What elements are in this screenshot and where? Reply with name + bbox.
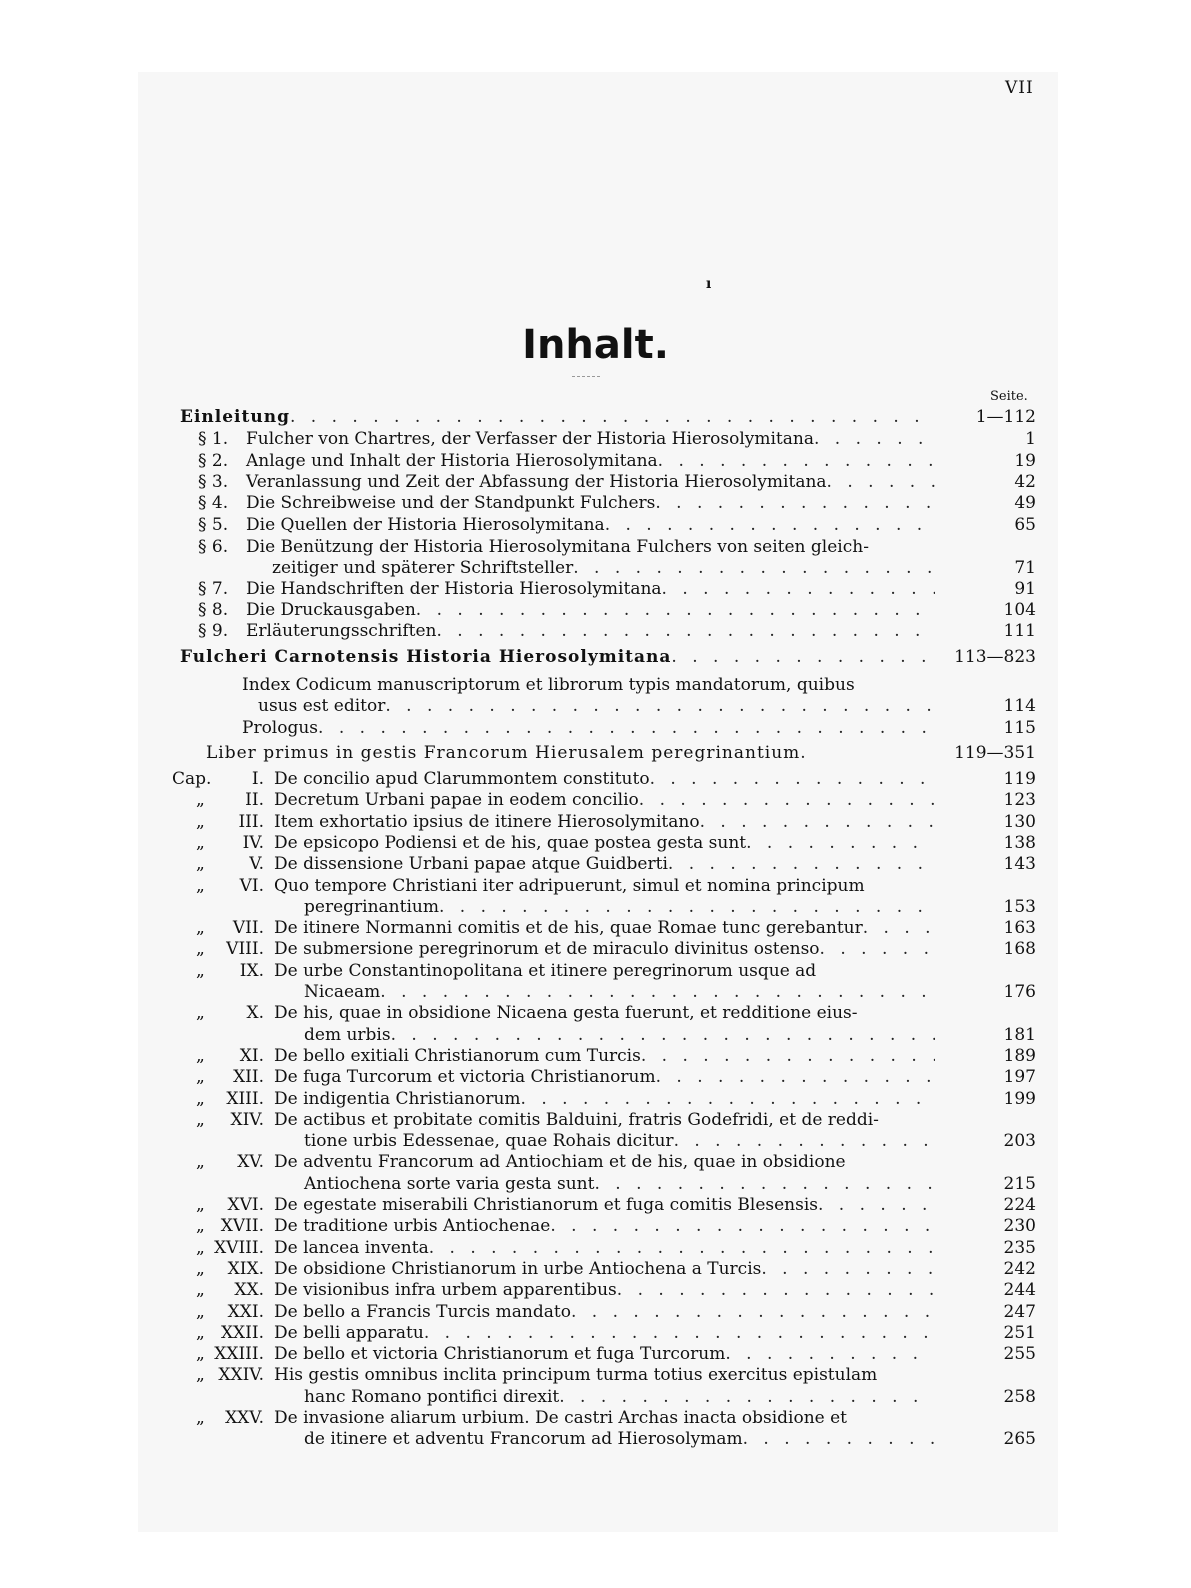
section-title: Erläuterungsschriften — [246, 621, 437, 641]
section-entry — [246, 514, 935, 536]
leader-dots — [655, 492, 935, 514]
section-entry — [246, 536, 869, 558]
leader-dots — [573, 557, 935, 579]
leader-dots — [439, 896, 935, 918]
chapter-prefix: „ — [196, 1280, 205, 1301]
chapter-prefix: „ — [196, 1408, 205, 1428]
section-entry — [246, 492, 935, 514]
toc-entry-einleitung — [180, 406, 935, 428]
chapter-entry-cont — [304, 1428, 935, 1450]
chapter-prefix: „ — [196, 1322, 205, 1343]
chapter-entry — [274, 811, 935, 833]
chapter-entry — [274, 1322, 935, 1344]
chapter-entry — [274, 1151, 846, 1173]
chapter-prefix: „ — [196, 1237, 205, 1258]
page-title: Inhalt. — [522, 322, 669, 368]
chapter-page: 199 — [1003, 1088, 1036, 1109]
section-page: 111 — [1003, 621, 1036, 641]
section-title: Die Quellen der Historia Hierosolymitana — [246, 515, 605, 535]
chapter-prefix: „ — [196, 1152, 205, 1173]
section-page: 91 — [1014, 579, 1036, 599]
chapter-title: De traditione urbis Antiochenae — [274, 1216, 551, 1237]
leader-dots — [761, 1258, 935, 1280]
chapter-title-cont: peregrinantium — [304, 896, 439, 917]
chapter-entry — [274, 1045, 935, 1067]
leader-dots — [863, 917, 935, 939]
chapter-title: Item exhortatio ipsius de itinere Hierosolymitano — [274, 811, 700, 832]
section-number: § 2. — [198, 451, 229, 471]
leader-dots — [674, 1130, 935, 1152]
chapter-entry-cont — [304, 981, 935, 1003]
chapter-page: 255 — [1003, 1344, 1036, 1365]
chapter-title: De epsicopo Podiensi et de his, quae postea gesta sunt — [274, 832, 747, 853]
chapter-prefix: „ — [196, 854, 205, 875]
chapter-title-cont: Antiochena sorte varia gesta sunt — [304, 1173, 595, 1194]
chapter-prefix: „ — [196, 1109, 205, 1130]
chapter-number: XXI. — [227, 1301, 264, 1322]
chapter-number: XX. — [234, 1280, 264, 1301]
chapter-number: IV. — [242, 832, 264, 853]
chapter-prefix: „ — [196, 832, 205, 853]
section-number: § 6. — [198, 537, 229, 557]
leader-dots — [820, 938, 935, 960]
chapter-entry — [274, 960, 816, 982]
toc-entry-index-codicum-cont — [258, 695, 935, 717]
chapter-entry — [274, 1279, 935, 1301]
chapter-number: II. — [245, 790, 264, 811]
entry-label: Liber primus in gestis Francorum Hierusalem peregrinantium — [206, 743, 801, 763]
chapter-entry-cont — [304, 1130, 935, 1152]
section-title: Die Druckausgaben — [246, 600, 416, 620]
leader-dots — [650, 768, 935, 790]
seite-label: Seite. — [990, 389, 1028, 404]
chapter-entry-cont — [304, 1024, 935, 1046]
leader-dots — [550, 1215, 935, 1237]
chapter-number: VIII. — [226, 939, 264, 960]
chapter-entry-cont — [304, 1173, 935, 1195]
chapter-entry — [274, 1343, 935, 1365]
chapter-title: De bello a Francis Turcis mandato — [274, 1301, 571, 1322]
chapter-number: XIV. — [230, 1109, 264, 1130]
chapter-page: 235 — [1003, 1237, 1036, 1258]
chapter-entry — [274, 1407, 847, 1429]
chapter-number: XI. — [239, 1045, 264, 1066]
leader-dots — [700, 811, 935, 833]
chapter-prefix: „ — [196, 1258, 205, 1279]
leader-dots — [385, 695, 935, 717]
chapter-prefix: „ — [196, 1365, 205, 1386]
chapter-title: De dissensione Urbani papae atque Guidberti — [274, 854, 668, 875]
chapter-page: 119 — [1003, 769, 1036, 789]
section-page: 65 — [1014, 515, 1036, 535]
chapter-prefix: „ — [196, 960, 205, 981]
leader-dots — [814, 428, 935, 450]
leader-dots — [571, 1301, 935, 1323]
leader-dots — [290, 406, 935, 428]
chapter-page: 123 — [1003, 790, 1036, 811]
printer-mark: ı — [706, 276, 712, 292]
section-entry — [246, 620, 935, 642]
chapter-prefix: „ — [196, 1088, 205, 1109]
chapter-page: 163 — [1003, 918, 1036, 939]
section-entry — [246, 428, 935, 450]
chapter-prefix: „ — [196, 811, 205, 832]
chapter-page: 138 — [1003, 832, 1036, 853]
section-page: 104 — [1003, 600, 1036, 620]
chapter-title: De urbe Constantinopolitana et itinere peregrinorum usque ad — [274, 960, 817, 981]
leader-dots — [818, 1194, 935, 1216]
chapter-prefix: Cap. — [172, 769, 212, 789]
chapter-number: XVIII. — [214, 1237, 264, 1258]
leader-dots — [662, 578, 935, 600]
leader-dots — [424, 1322, 935, 1344]
chapter-number: XVII. — [220, 1216, 264, 1237]
chapter-prefix: „ — [196, 1344, 205, 1365]
chapter-number: I. — [251, 769, 264, 789]
chapter-number: XIX. — [227, 1258, 264, 1279]
leader-dots — [658, 450, 935, 472]
page-number: VII — [1005, 78, 1034, 98]
leader-dots — [521, 1088, 935, 1110]
chapter-page: 176 — [1003, 982, 1036, 1002]
chapter-number: III. — [238, 811, 264, 832]
chapter-page: 251 — [1003, 1322, 1036, 1343]
chapter-prefix: „ — [196, 875, 205, 896]
chapter-page: 203 — [1003, 1131, 1036, 1152]
chapter-title-cont: hanc Romano pontifici direxit — [304, 1386, 560, 1407]
chapter-entry — [274, 938, 935, 960]
chapter-entry — [274, 1194, 935, 1216]
chapter-title-cont: de itinere et adventu Francorum ad Hierosolymam — [304, 1429, 743, 1450]
section-entry — [246, 471, 935, 493]
section-entry-cont — [272, 557, 935, 579]
leader-dots — [743, 1428, 935, 1450]
section-number: § 4. — [198, 493, 229, 513]
entry-page: 113—823 — [954, 647, 1036, 667]
chapter-number: X. — [246, 1003, 264, 1024]
chapter-page: 215 — [1003, 1173, 1036, 1194]
leader-dots — [594, 1173, 935, 1195]
chapter-title: De adventu Francorum ad Antiochiam et de his, quae in obsidione — [274, 1152, 846, 1173]
chapter-number: VI. — [239, 875, 264, 896]
chapter-entry — [274, 1088, 935, 1110]
leader-dots — [380, 981, 935, 1003]
chapter-title-cont: dem urbis — [304, 1024, 391, 1045]
chapter-entry — [274, 1066, 935, 1088]
leader-dots — [605, 514, 935, 536]
chapter-number: XVI. — [227, 1195, 264, 1215]
chapter-number: XXV. — [225, 1408, 264, 1428]
chapter-prefix: „ — [196, 1301, 205, 1322]
chapter-page: 189 — [1003, 1045, 1036, 1066]
section-title: Die Handschriften der Historia Hierosolymitana — [246, 579, 662, 599]
chapter-title: De lancea inventa — [274, 1237, 429, 1258]
title-rule — [572, 376, 600, 377]
chapter-entry — [274, 1258, 935, 1280]
chapter-title: De belli apparatu — [274, 1322, 424, 1343]
chapter-prefix: „ — [196, 1216, 205, 1237]
toc-entry-prologus — [242, 717, 935, 739]
chapter-title: De visionibus infra urbem apparentibus — [274, 1280, 617, 1301]
leader-dots — [318, 717, 935, 739]
leader-dots — [559, 1386, 935, 1408]
section-title: Die Benützung der Historia Hierosolymitana Fulchers von seiten gleich- — [246, 537, 869, 557]
chapter-number: VII. — [232, 918, 264, 939]
entry-page: 1—112 — [975, 407, 1036, 427]
entry-label: Einleitung — [180, 407, 290, 427]
chapter-title: Decretum Urbani papae in eodem concilio — [274, 790, 639, 811]
entry-page: 115 — [1003, 718, 1036, 738]
chapter-title: De concilio apud Clarummontem constituto — [274, 769, 650, 789]
toc-entry-index-codicum — [242, 674, 855, 696]
chapter-page: 247 — [1003, 1301, 1036, 1322]
chapter-number: V. — [249, 854, 264, 875]
chapter-prefix: „ — [196, 1045, 205, 1066]
entry-label-cont: usus est editor — [258, 696, 386, 716]
chapter-number: IX. — [239, 960, 264, 981]
chapter-page: 244 — [1003, 1280, 1036, 1301]
section-page: 49 — [1014, 493, 1036, 513]
chapter-page: 197 — [1003, 1067, 1036, 1088]
chapter-page: 181 — [1003, 1024, 1036, 1045]
chapter-prefix: „ — [196, 1003, 205, 1024]
leader-dots — [725, 1343, 935, 1365]
chapter-entry — [274, 1364, 877, 1386]
section-title-cont: zeitiger und späterer Schriftsteller — [272, 558, 574, 578]
section-number: § 9. — [198, 621, 229, 641]
section-number: § 1. — [198, 429, 229, 449]
toc-entry-historia — [180, 646, 935, 668]
chapter-title: De obsidione Christianorum in urbe Antiochena a Turcis — [274, 1258, 762, 1279]
chapter-title: Quo tempore Christiani iter adripuerunt, simul et nomina principum — [274, 875, 865, 896]
chapter-prefix: „ — [196, 790, 205, 811]
chapter-title-cont: Nicaeam — [304, 982, 381, 1002]
chapter-entry-cont — [304, 896, 935, 918]
entry-label: Prologus — [242, 718, 319, 738]
chapter-entry — [274, 768, 935, 790]
section-title: Veranlassung und Zeit der Abfassung der Historia Hierosolymitana — [246, 472, 827, 492]
section-page: 42 — [1014, 472, 1036, 492]
leader-dots — [656, 1066, 935, 1088]
chapter-page: 153 — [1003, 896, 1036, 917]
chapter-title: De invasione aliarum urbium. De castri Archas inacta obsidione et — [274, 1408, 848, 1428]
leader-dots — [429, 1237, 935, 1259]
entry-page: 119—351 — [954, 743, 1036, 763]
chapter-entry — [274, 789, 935, 811]
leader-dots — [800, 742, 818, 764]
section-number: § 7. — [198, 579, 229, 599]
chapter-title: De bello et victoria Christianorum et fuga Turcorum — [274, 1344, 726, 1365]
chapter-title: De his, quae in obsidione Nicaena gesta fuerunt, et redditione eius- — [274, 1003, 858, 1024]
section-entry — [246, 599, 935, 621]
chapter-title: De egestate miserabili Christianorum et fuga comitis Blesensis — [274, 1195, 818, 1215]
chapter-entry — [274, 917, 935, 939]
toc-entry-liber-primus — [206, 742, 946, 764]
leader-dots — [827, 471, 935, 493]
chapter-entry — [274, 875, 865, 897]
leader-dots — [416, 599, 935, 621]
leader-dots — [671, 646, 935, 668]
section-entry — [246, 450, 935, 472]
chapter-page: 130 — [1003, 811, 1036, 832]
chapter-entry — [274, 1237, 935, 1259]
chapter-title: De bello exitiali Christianorum cum Turcis — [274, 1045, 641, 1066]
section-page: 1 — [1025, 429, 1036, 449]
chapter-number: XXII. — [220, 1322, 264, 1343]
chapter-title: De indigentia Christianorum — [274, 1088, 521, 1109]
section-number: § 5. — [198, 515, 229, 535]
section-number: § 8. — [198, 600, 229, 620]
chapter-title: His gestis omnibus inclita principum turma totius exercitus epistulam — [274, 1365, 878, 1386]
chapter-number: XII. — [233, 1067, 264, 1088]
chapter-page: 242 — [1003, 1258, 1036, 1279]
chapter-title: De actibus et probitate comitis Balduini, fratris Godefridi, et de reddi- — [274, 1109, 879, 1130]
chapter-page: 258 — [1003, 1386, 1036, 1407]
chapter-entry — [274, 832, 935, 854]
entry-page: 114 — [1003, 696, 1036, 716]
chapter-number: XXIII. — [214, 1344, 264, 1365]
chapter-page: 265 — [1003, 1429, 1036, 1450]
chapter-entry — [274, 1301, 935, 1323]
section-entry — [246, 578, 935, 600]
section-page: 19 — [1014, 451, 1036, 471]
section-number: § 3. — [198, 472, 229, 492]
chapter-prefix: „ — [196, 1067, 205, 1088]
chapter-title-cont: tione urbis Edessenae, quae Rohais dicitur — [304, 1131, 674, 1152]
entry-label: Fulcheri Carnotensis Historia Hierosolymitana — [180, 647, 672, 667]
chapter-title: De submersione peregrinorum et de miraculo divinitus ostenso — [274, 939, 820, 960]
chapter-entry — [274, 853, 935, 875]
chapter-entry — [274, 1109, 879, 1131]
leader-dots — [436, 620, 935, 642]
chapter-prefix: „ — [196, 1195, 205, 1215]
chapter-page: 224 — [1003, 1195, 1036, 1215]
leader-dots — [746, 832, 935, 854]
chapter-entry-cont — [304, 1386, 935, 1408]
chapter-prefix: „ — [196, 939, 205, 960]
section-title: Die Schreibweise und der Standpunkt Fulchers — [246, 493, 656, 513]
section-title: Fulcher von Chartres, der Verfasser der Historia Hierosolymitana — [246, 429, 814, 449]
entry-label: Index Codicum manuscriptorum et librorum typis mandatorum, quibus — [242, 675, 855, 695]
chapter-entry — [274, 1002, 858, 1024]
leader-dots — [617, 1279, 935, 1301]
chapter-entry — [274, 1215, 935, 1237]
chapter-prefix: „ — [196, 918, 205, 939]
leader-dots — [391, 1024, 935, 1046]
chapter-number: XV. — [237, 1152, 264, 1173]
chapter-number: XIII. — [226, 1088, 264, 1109]
chapter-title: De fuga Turcorum et victoria Christianorum — [274, 1067, 656, 1088]
chapter-title: De itinere Normanni comitis et de his, quae Romae tunc gerebantur — [274, 918, 863, 939]
leader-dots — [641, 1045, 935, 1067]
section-title: Anlage und Inhalt der Historia Hierosolymitana — [246, 451, 658, 471]
section-page: 71 — [1014, 558, 1036, 578]
chapter-number: XXIV. — [218, 1365, 264, 1386]
leader-dots — [639, 789, 935, 811]
chapter-page: 143 — [1003, 854, 1036, 875]
leader-dots — [668, 853, 935, 875]
chapter-page: 230 — [1003, 1216, 1036, 1237]
chapter-page: 168 — [1003, 939, 1036, 960]
